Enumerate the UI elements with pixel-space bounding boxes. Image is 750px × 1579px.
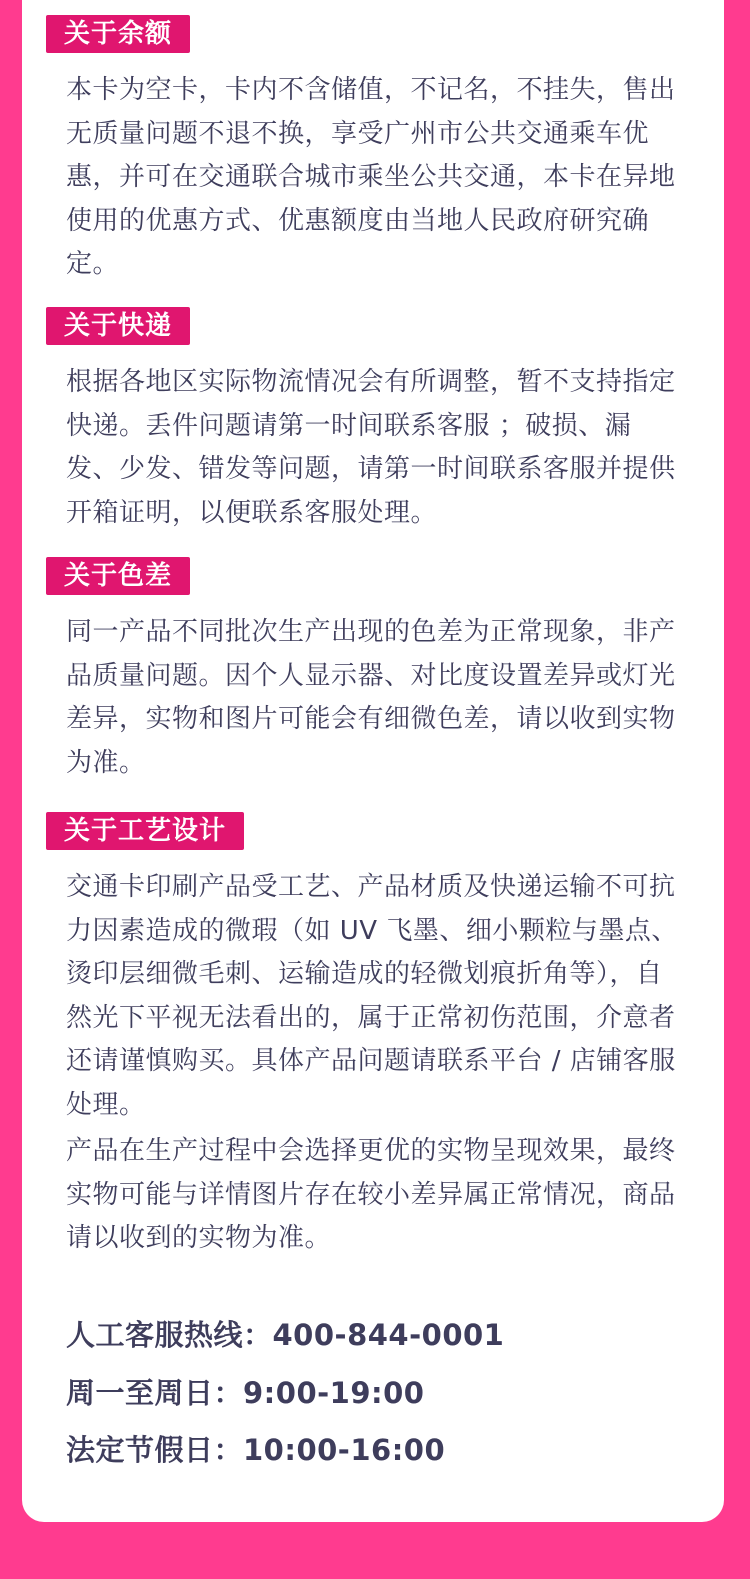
section-title: 关于余额 xyxy=(46,15,190,53)
section-body: 根据各地区实际物流情况会有所调整，暂不支持指定快递。丢件问题请第一时间联系客服 ；破损、漏发、少发、错发等问题，请第一时间联系客服并提供开箱证明，以便联系客服处理。 xyxy=(66,367,676,528)
section-body: 本卡为空卡，卡内不含储值，不记名，不挂失，售出无质量问题不退不换，享受广州市公共交通乘车优惠，并可在交通联合城市乘坐公共交通，本卡在异地使用的优惠方式、优惠额度由当地人民政府研究确定。 xyxy=(66,75,676,279)
hotline-text: 人工客服热线：400-844-0001 xyxy=(66,1318,505,1352)
holiday-hours-text: 法定节假日：10:00-16:00 xyxy=(66,1433,446,1467)
section-title: 关于快递 xyxy=(46,307,190,345)
section-title: 关于工艺设计 xyxy=(46,812,244,850)
section-balance xyxy=(46,15,686,287)
section-note xyxy=(46,1130,686,1261)
weekday-hours-text: 周一至周日：9:00-19:00 xyxy=(66,1376,425,1410)
section-craft-design xyxy=(46,812,686,1127)
section-color-difference xyxy=(46,557,686,785)
section-title: 关于色差 xyxy=(46,557,190,595)
section-body: 交通卡印刷产品受工艺、产品材质及快递运输不可抗力因素造成的微瑕（如 UV 飞墨、细小颗粒与墨点、烫印层细微毛刺、运输造成的轻微划痕折角等），自然光下平视无法看出的，属于正常初伤范围，介意者还请谨慎购买。具体产品问题请联系平台 / 店铺客服处理。 xyxy=(66,872,678,1120)
section-body: 同一产品不同批次生产出现的色差为正常现象，非产品质量问题。因个人显示器、对比度设置差异或灯光差异，实物和图片可能会有细微色差，请以收到实物为准。 xyxy=(66,617,676,778)
section-delivery xyxy=(46,307,686,535)
note-text: 产品在生产过程中会选择更优的实物呈现效果，最终实物可能与详情图片存在较小差异属正常情况，商品请以收到的实物为准。 xyxy=(66,1136,676,1253)
